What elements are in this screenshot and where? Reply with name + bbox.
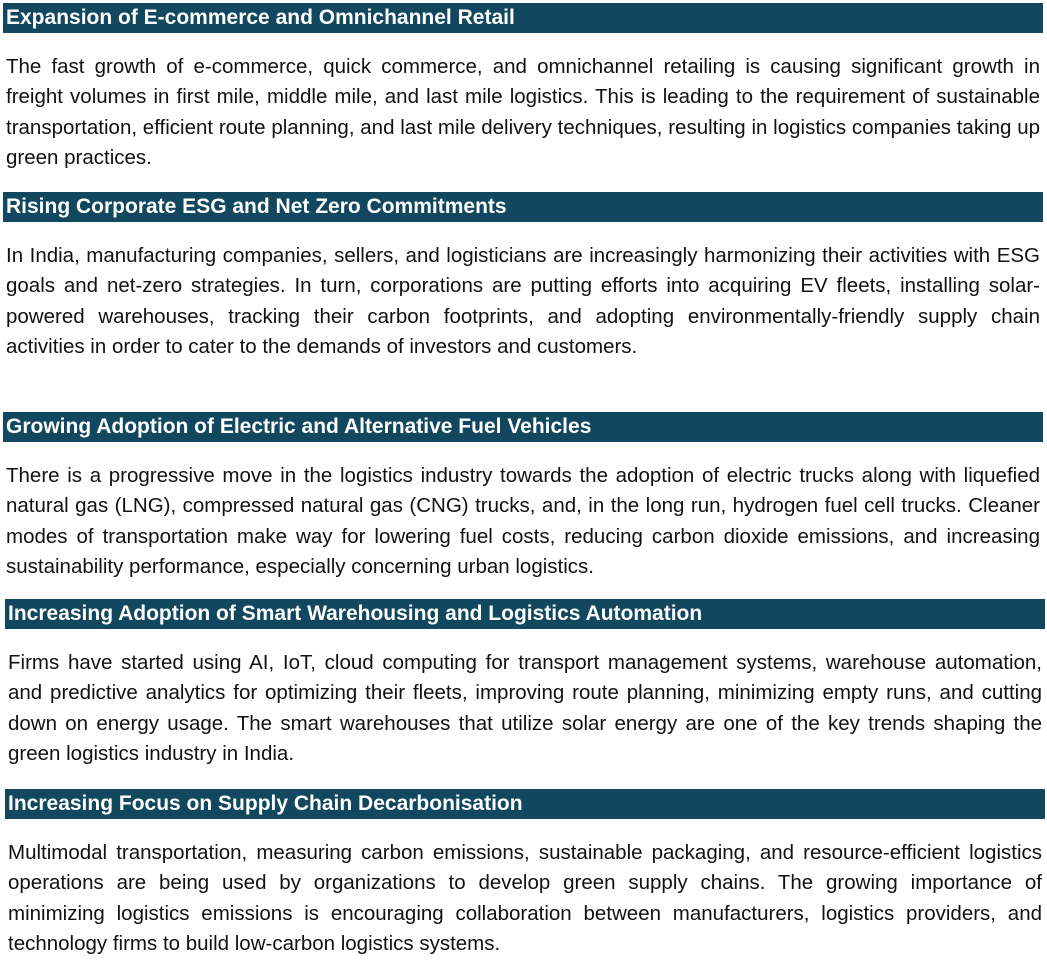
section-supply-chain-decarbonisation [5, 789, 1045, 956]
section-heading: Increasing Focus on Supply Chain Decarbonisation [5, 789, 1045, 819]
section-heading: Increasing Adoption of Smart Warehousing and Logistics Automation [5, 599, 1045, 629]
section-paragraph: There is a progressive move in the logistics industry towards the adoption of electric trucks along with liquefied natural gas (LNG), compressed natural gas (CNG) trucks, and, in the long run, hydrogen fuel cell trucks. Cleaner modes of transportation make way for lowering fuel costs, reducing carbon dioxide emissions, and increasing sustainability performance, especially concerning urban logistics. [6, 464, 1040, 579]
section-paragraph: In India, manufacturing companies, sellers, and logisticians are increasingly harmonizing their activities with ESG goals and net-zero strategies. In turn, corporations are putting efforts into acquiring EV fleets, installing solar-powered warehouses, tracking their carbon footprints, and adopting environmentally-friendly supply chain activities in order to cater to the demands of investors and customers. [6, 244, 1040, 359]
section-corporate-esg [3, 192, 1043, 359]
section-paragraph: Multimodal transportation, measuring carbon emissions, sustainable packaging, and resource-efficient logistics operations are being used by organizations to develop green supply chains. The growing importance of minimizing logistics emissions is encouraging collaboration between manufacturers, logistics providers, and technology firms to build low-carbon logistics systems. [8, 841, 1042, 956]
section-ecommerce-omnichannel [3, 3, 1043, 170]
section-heading: Expansion of E-commerce and Omnichannel Retail [3, 3, 1043, 33]
section-heading: Rising Corporate ESG and Net Zero Commitments [3, 192, 1043, 222]
section-paragraph: The fast growth of e-commerce, quick commerce, and omnichannel retailing is causing significant growth in freight volumes in first mile, middle mile, and last mile logistics. This is leading to the requirement of sustainable transportation, efficient route planning, and last mile delivery techniques, resulting in logistics companies taking up green practices. [6, 55, 1040, 170]
section-paragraph: Firms have started using AI, IoT, cloud computing for transport management systems, warehouse automation, and predictive analytics for optimizing their fleets, improving route planning, minimizing empty runs, and cutting down on energy usage. The smart warehouses that utilize solar energy are one of the key trends shaping the green logistics industry in India. [8, 651, 1042, 766]
section-smart-warehousing [5, 599, 1045, 766]
section-electric-vehicles [3, 412, 1043, 579]
section-heading: Growing Adoption of Electric and Alternative Fuel Vehicles [3, 412, 1043, 442]
